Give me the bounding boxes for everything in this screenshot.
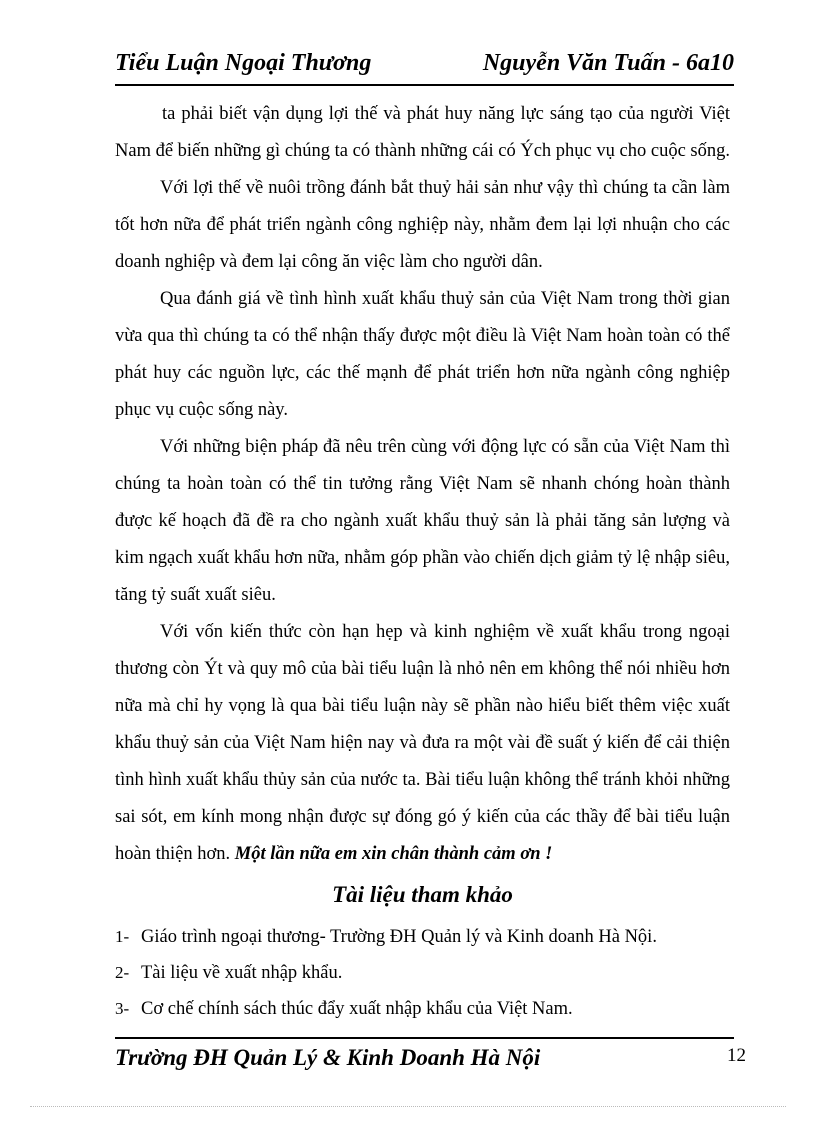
- reference-text: Tài liệu về xuất nhập khẩu.: [141, 963, 343, 983]
- paragraph-5: [115, 614, 730, 873]
- references-list: [115, 919, 730, 1027]
- page-footer: [115, 1045, 746, 1071]
- reference-text: Cơ chế chính sách thúc đẩy xuất nhập khẩu của Việt Nam.: [141, 999, 573, 1019]
- page-number: 12: [727, 1045, 746, 1066]
- paragraph-4: Với những biện pháp đã nêu trên cùng với động lực có sẵn của Việt Nam thì chúng ta hoàn toàn có thể tin tưởng rằng Việt Nam sẽ nhanh chóng hoàn thành được kế hoạch đã đề ra cho ngành xuất khẩu thuỷ sản là phải tăng sản lượng và kim ngạch xuất khẩu hơn nữa, nhằm góp phần vào chiến dịch giảm tỷ lệ nhập siêu, tăng tỷ suất xuất siêu.: [115, 437, 730, 605]
- header-author: Nguyễn Văn Tuấn - 6a10: [482, 50, 734, 76]
- closing-thanks: Một lần nữa em xin chân thành cảm ơn !: [234, 844, 553, 864]
- footer-institution: Trường ĐH Quản Lý & Kinh Doanh Hà Nội: [115, 1045, 541, 1070]
- reference-item: [115, 991, 730, 1027]
- footer-rule: [115, 1037, 734, 1039]
- reference-text: Giáo trình ngoại thương- Trường ĐH Quản lý và Kinh doanh Hà Nội.: [141, 927, 657, 947]
- paragraph-3: Qua đánh giá về tình hình xuất khẩu thuỷ sản của Việt Nam trong thời gian vừa qua thì chúng ta có thể nhận thấy được một điều là Việt Nam hoàn toàn có thể phát huy các nguồn lực, các thế mạnh để phát triển hơn nữa ngành công nghiệp phục vụ cuộc sống này.: [115, 289, 730, 420]
- page-header: [115, 50, 734, 82]
- paragraph-1: ta phải biết vận dụng lợi thế và phát huy năng lực sáng tạo của người Việt Nam để biến những gì chúng ta có thành những cái có Ých phục vụ cho cuộc sống.: [115, 104, 730, 161]
- header-title: Tiểu Luận Ngoại Thương: [115, 50, 372, 76]
- references-title: Tài liệu tham khảo: [332, 882, 513, 907]
- reference-item: [115, 919, 730, 955]
- document-body: [115, 96, 730, 1027]
- paragraph-2: Với lợi thế về nuôi trồng đánh bắt thuỷ hải sản như vậy thì chúng ta cần làm tốt hơn nữa để phát triển ngành công nghiệp này, nhằm đem lại lợi nhuận cho các doanh nghiệp và đem lại công ăn việc làm cho người dân.: [115, 178, 730, 272]
- page-boundary: [30, 1106, 786, 1107]
- reference-number: 1-: [115, 927, 130, 946]
- reference-item: [115, 955, 730, 991]
- reference-number: 3-: [115, 999, 130, 1018]
- reference-number: 2-: [115, 963, 130, 982]
- paragraph-5-text: Với vốn kiến thức còn hạn hẹp và kinh nghiệm về xuất khẩu trong ngoại thương còn Ýt và quy mô của bài tiểu luận là nhỏ nên em không thể nói nhiều hơn nữa mà chỉ hy vọng là qua bài tiểu luận này sẽ phần nào hiểu biết thêm việc xuất khẩu thuỷ sản của Việt Nam hiện nay và đưa ra một vài đề suất ý kiến để cải thiện tình hình xuất khẩu thủy sản của nước ta. Bài tiểu luận không thể tránh khỏi những sai sót, em kính mong nhận được sự đóng gó ý kiến của các thầy để bài tiểu luận hoàn thiện hơn.: [115, 622, 730, 864]
- header-rule: [115, 84, 734, 86]
